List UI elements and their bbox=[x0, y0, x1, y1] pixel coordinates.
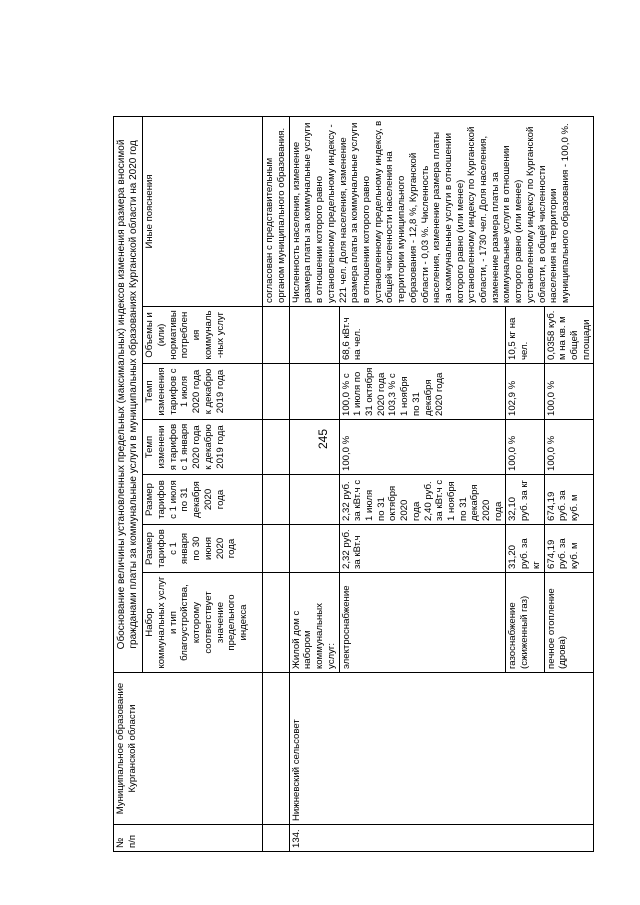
tariff-jan: 31,20 руб. за кг bbox=[506, 525, 544, 573]
header-rate-jul: Темп изменения тарифов с 1 июля 2020 года к декабрю 2019 года bbox=[143, 364, 263, 420]
house-empty-2 bbox=[289, 475, 339, 525]
rate-jan: 100,0 % bbox=[506, 420, 544, 475]
house-empty-4 bbox=[289, 364, 339, 420]
house-empty-5 bbox=[289, 307, 339, 364]
header-row-1 bbox=[114, 116, 143, 851]
continuation-empty-mun bbox=[263, 673, 289, 825]
rate-jul: 100,0 % bbox=[544, 364, 594, 420]
rate-jan: 100,0 % bbox=[339, 420, 506, 475]
rotated-table-container bbox=[113, 117, 599, 852]
table-row bbox=[289, 116, 339, 851]
row-number: 134. bbox=[289, 825, 594, 852]
volume: 68,6 кВт.ч на чел. bbox=[339, 307, 506, 364]
house-empty-1 bbox=[289, 525, 339, 573]
row-municipality: Нижневский сельсовет bbox=[289, 673, 594, 825]
continuation-note: согласован с представительным органом муниципального образования. bbox=[263, 116, 289, 306]
continuation-empty-num bbox=[263, 825, 289, 852]
continuation-empty-5 bbox=[263, 364, 289, 420]
header-num: № п/п bbox=[114, 825, 263, 852]
header-volumes: Объемы и (или) нормативы потребления коммуналь-ных услуг bbox=[143, 307, 263, 364]
header-notes: Иные пояснения bbox=[143, 116, 263, 306]
row-house-type: Жилой дом с набором коммунальных услуг: bbox=[289, 573, 339, 673]
header-tariff-jul: Размер тарифов с 1 июля по 31 декабря 2020 года bbox=[143, 475, 263, 525]
page-number: 245 bbox=[316, 428, 330, 450]
tariff-jul: 2,32 руб. за кВт.ч с 1 июля по 31 октября 2020 года 2,40 руб. за кВт.ч с 1 ноября по 31 декабря 2020 года bbox=[339, 475, 506, 525]
header-service-set: Набор коммунальных услуг и тип благоустройства, которому соответствует значение предельного индекса bbox=[143, 573, 263, 673]
volume: 10,5 кг на чел. bbox=[506, 307, 544, 364]
tariff-jan: 2,32 руб. за кВт.ч bbox=[339, 525, 506, 573]
house-empty-3 bbox=[289, 420, 339, 475]
continuation-empty-2 bbox=[263, 525, 289, 573]
service-name: печное отопление (дрова) bbox=[544, 573, 594, 673]
volume: 0,0358 куб. м на кв. м общей площади bbox=[544, 307, 594, 364]
rate-jul: 100,0 % с 1 июля по 31 октября 2020 года 103,3 % с 1 ноября по 31 декабря 2020 года bbox=[339, 364, 506, 420]
rate-jul: 102,9 % bbox=[506, 364, 544, 420]
rate-jan: 100,0 % bbox=[544, 420, 594, 475]
tariff-jul: 674,19 руб. за куб. м bbox=[544, 475, 594, 525]
tariff-jul: 32,10 руб. за кг bbox=[506, 475, 544, 525]
service-name: газоснабжение (сжиженный газ) bbox=[506, 573, 544, 673]
service-name: электроснабжение bbox=[339, 573, 506, 673]
header-tariff-jan: Размер тарифов с 1 января по 30 июня 2020 года bbox=[143, 525, 263, 573]
continuation-empty-6 bbox=[263, 307, 289, 364]
tariff-jan: 674,19 руб. за куб. м bbox=[544, 525, 594, 573]
row-notes: Численность населения, изменение размера платы за коммунальные услуги в отношении которого равно установленному предельному индексу - 221 чел. Доля населения, изменение размера платы за коммунальные услуги в отношении которого равно установленному предельному индексу, в общей численности населения на территории муниципального образования - 12,8 %, Курганской области - 0,03 %. Численность населения, изменение размера платы за коммунальные услуги в отношении которого равно (или менее) установленному индексу по Курганской области, - 1730 чел. Доля населения, изменение размера платы за коммунальные услуги в отношении которого равно (или менее) установленному индексу по Курганской области, в общей численности населения на территории муниципального образования - 100,0 %. bbox=[289, 116, 594, 306]
header-title: Обоснование величины установленных предельных (максимальных) индексов изменения размера вносимой гражданами платы за коммунальные услуги в муниципальных образованиях Курганской области на 2020 год bbox=[114, 116, 143, 672]
continuation-empty-1 bbox=[263, 573, 289, 673]
continuation-row bbox=[263, 116, 289, 851]
indices-table bbox=[113, 116, 594, 852]
continuation-empty-3 bbox=[263, 475, 289, 525]
continuation-empty-4 bbox=[263, 420, 289, 475]
header-rate-jan: Темп изменения тарифов с 1 января 2020 года к декабрю 2019 года bbox=[143, 420, 263, 475]
header-municipality: Муниципальное образование Курганской области bbox=[114, 673, 263, 825]
